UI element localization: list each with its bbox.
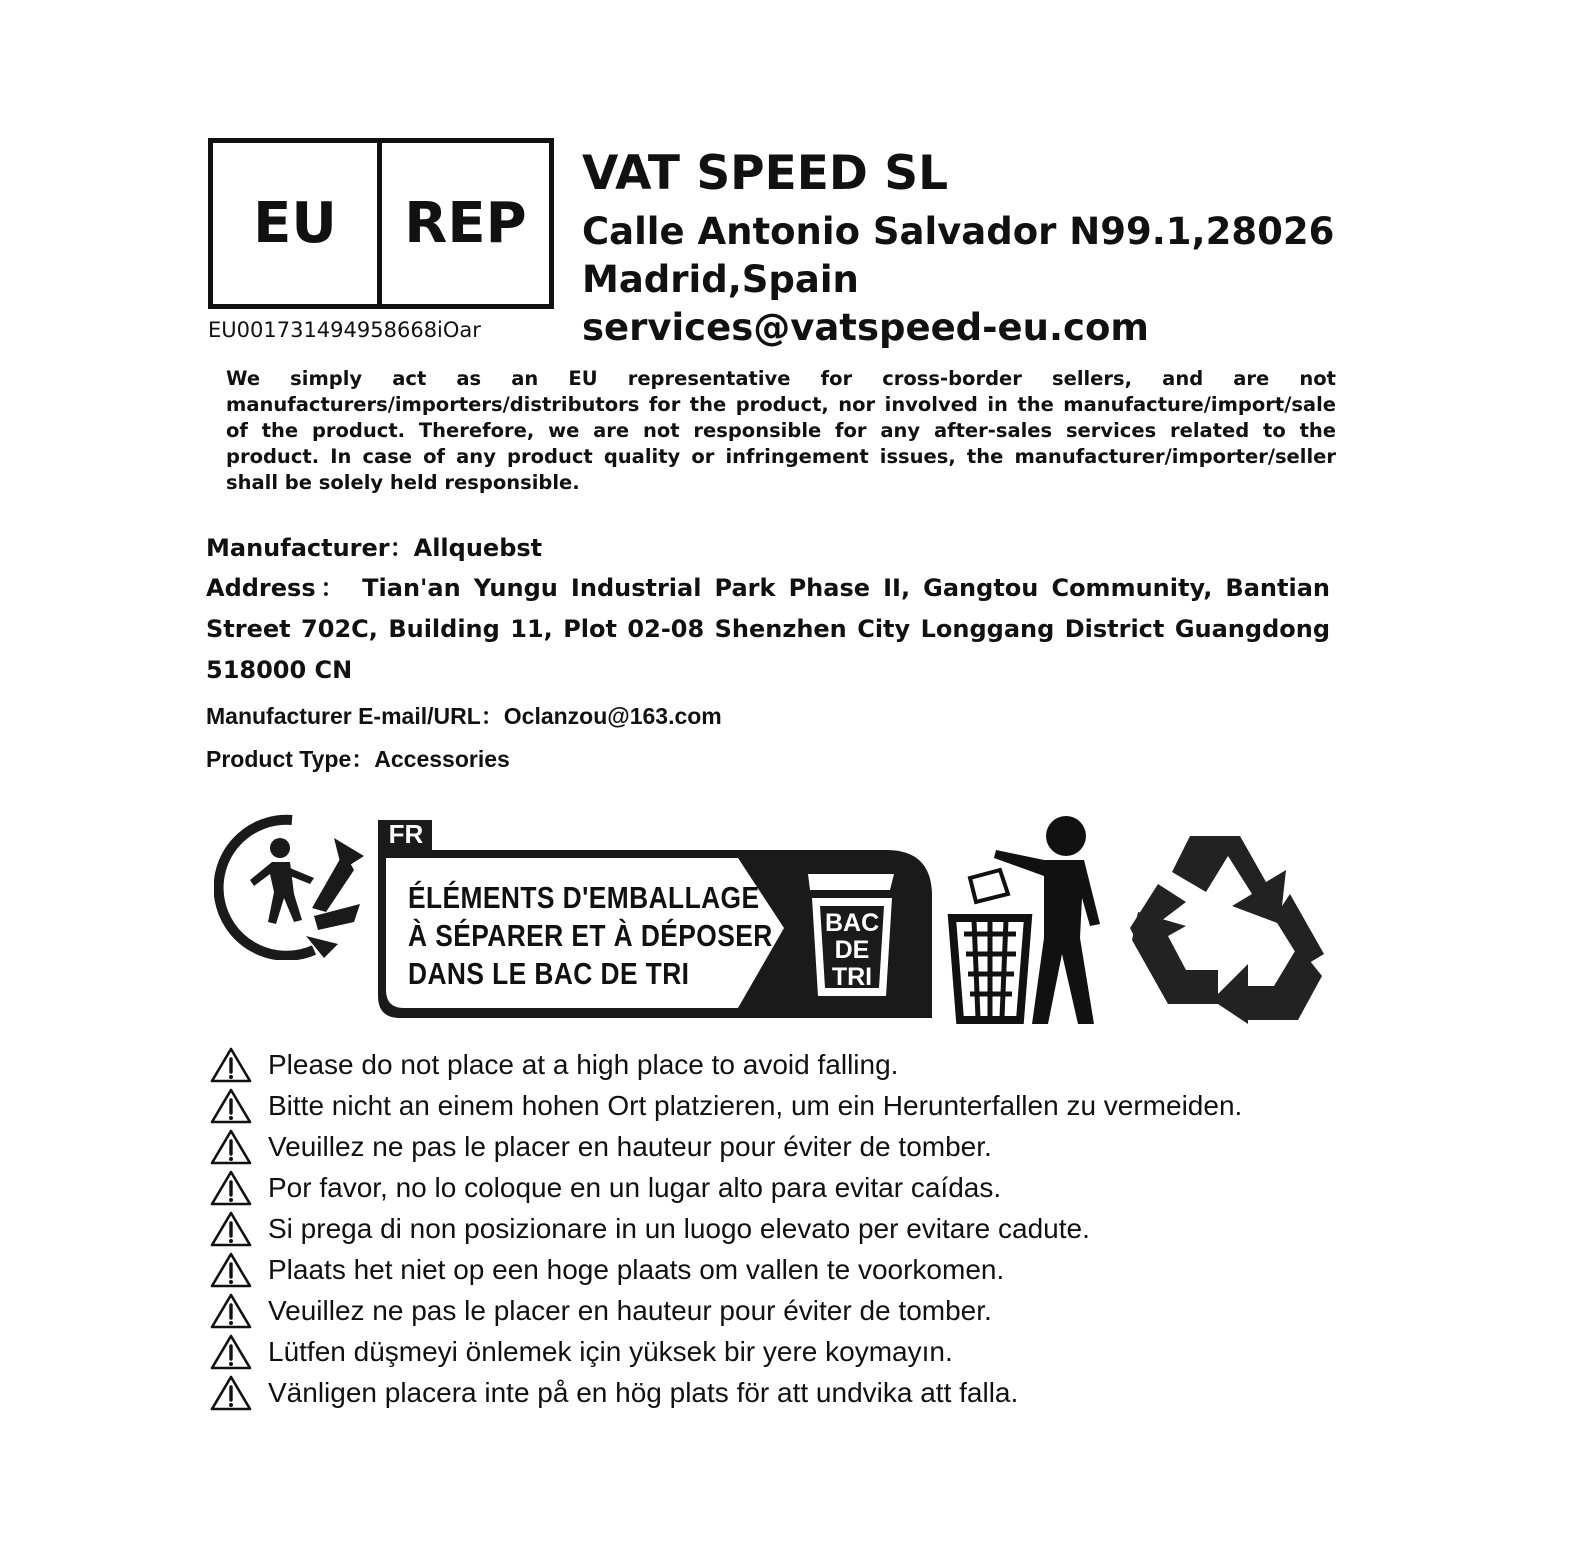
warning-icon — [210, 1375, 252, 1411]
rep-email: services@vatspeed-eu.com — [582, 306, 1149, 349]
manufacturer-address: Address： Tian'an Yungu Industrial Park Phase II, Gangtou Community, Bantian Street 702C, Building 11, Plot 02-08 Shenzhen City Longgang District Guangdong 518000 CN — [206, 574, 1330, 684]
warning-icon — [210, 1252, 252, 1288]
warning-text: Vänligen placera inte på en hög plats för att undvika att falla. — [268, 1377, 1019, 1408]
warning-text: Please do not place at a high place to avoid falling. — [268, 1049, 899, 1080]
warning-text: Veuillez ne pas le placer en hauteur pour éviter de tomber. — [268, 1131, 992, 1162]
warning-icon — [210, 1047, 252, 1083]
warning-item — [210, 1333, 953, 1371]
bin-text-line1: BAC — [825, 909, 880, 937]
product-type: Product Type：Accessories — [206, 746, 510, 772]
warning-icon — [210, 1088, 252, 1124]
bin-icon — [825, 910, 879, 991]
warning-icon — [210, 1129, 252, 1165]
warning-text: Lütfen düşmeyi önlemek için yüksek bir yere koymayın. — [268, 1336, 953, 1367]
rep-disclaimer: We simply act as an EU representative for cross-border sellers, and are not manufacturers/importers/distributors for the product, nor involved in the manufacture/import/sale of the product. Therefore, we are not responsible for any after-sales services related to the product. In case of any product quality or infringement issues, the manufacturer/importer/seller shall be solely held responsible. — [226, 367, 1336, 494]
triman-icon — [214, 812, 370, 960]
fr-text-line1: ÉLÉMENTS D'EMBALLAGE — [408, 880, 760, 915]
warning-item — [210, 1251, 1004, 1289]
eu-rep-box — [208, 138, 554, 309]
recycle-icon — [1128, 828, 1328, 1024]
warning-icon — [210, 1211, 252, 1247]
rep-company-name: VAT SPEED SL — [582, 146, 949, 201]
eu-rep-box-left: EU — [253, 191, 337, 256]
rep-address-line2: Madrid,Spain — [582, 258, 859, 301]
warning-text: Por favor, no lo coloque en un lugar alto para evitar caídas. — [268, 1172, 1002, 1203]
warning-text: Plaats het niet op een hoge plaats om vallen te voorkomen. — [268, 1254, 1005, 1285]
warning-icon — [210, 1334, 252, 1370]
rep-address-line1: Calle Antonio Salvador N99.1,28026 — [582, 210, 1335, 253]
bin-text-line2: DE — [834, 936, 870, 964]
warning-item — [210, 1169, 1001, 1207]
warning-text: Bitte nicht an einem hohen Ort platzieren, um ein Herunterfallen zu vermeiden. — [268, 1090, 1243, 1121]
manufacturer-name: Manufacturer：Allquebst — [206, 534, 543, 562]
warning-item — [210, 1128, 992, 1166]
warning-text: Si prega di non posizionare in un luogo elevato per evitare cadute. — [268, 1213, 1090, 1244]
registration-code: EU001731494958668iOar — [208, 318, 481, 342]
warning-item — [210, 1087, 1242, 1125]
fr-text-line3: DANS LE BAC DE TRI — [408, 956, 690, 991]
eu-rep-box-right: REP — [404, 191, 527, 256]
tidyman-icon — [944, 814, 1116, 1026]
manufacturer-email: Manufacturer E-mail/URL：Oclanzou@163.com — [206, 703, 722, 729]
fr-text-line2: À SÉPARER ET À DÉPOSER — [408, 918, 773, 953]
warning-icon — [210, 1170, 252, 1206]
warning-item — [210, 1374, 1018, 1412]
fr-recycling-label — [376, 818, 936, 1020]
warning-item — [210, 1210, 1090, 1248]
bin-text-line3: TRI — [831, 963, 873, 991]
fr-tag: FR — [388, 818, 424, 849]
warning-item — [210, 1046, 898, 1084]
warning-text: Veuillez ne pas le placer en hauteur pour éviter de tomber. — [268, 1295, 992, 1326]
warning-item — [210, 1292, 992, 1330]
warning-icon — [210, 1293, 252, 1329]
